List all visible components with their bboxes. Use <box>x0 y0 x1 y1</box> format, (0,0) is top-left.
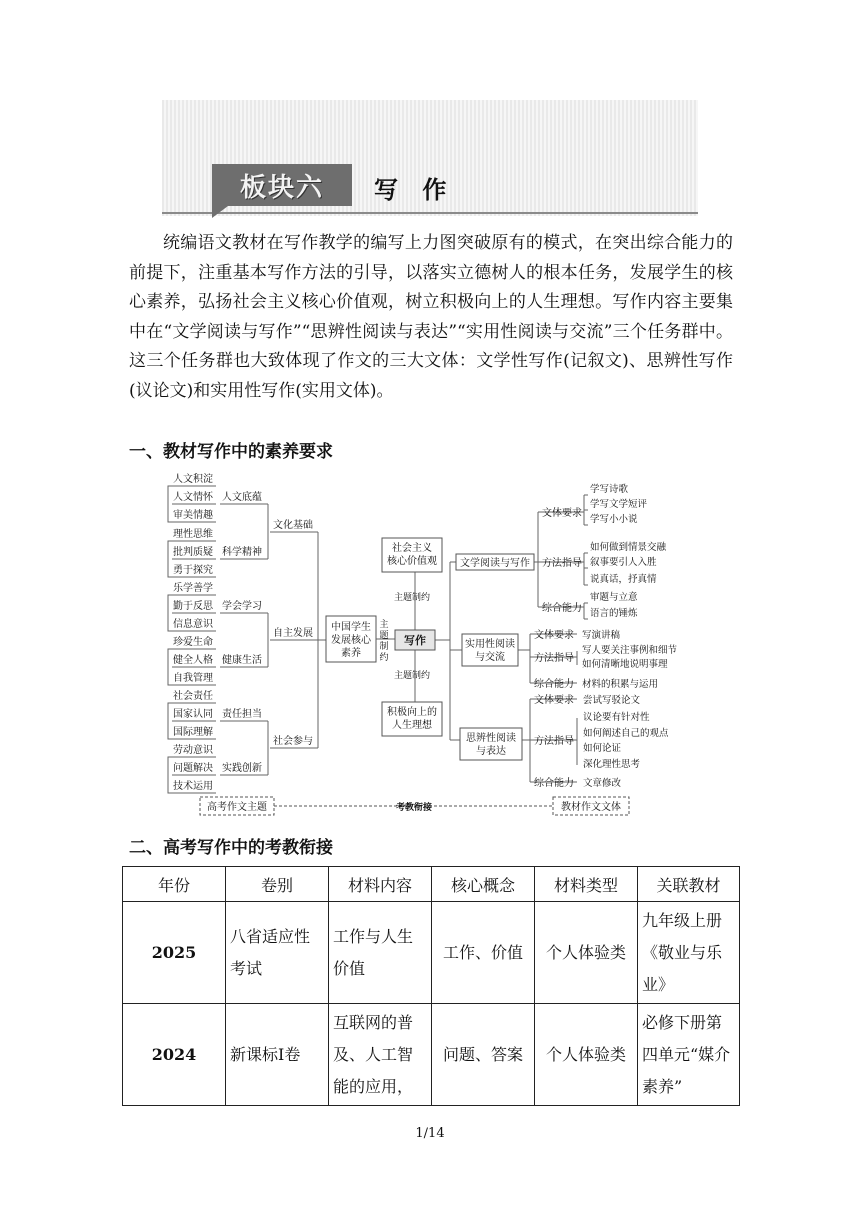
mid-label: 人文底蕴 <box>222 492 262 503</box>
mind-map-diagram <box>160 470 700 822</box>
section-heading-1: 一、教材写作中的素养要求 <box>129 442 333 462</box>
center-label: 写作 <box>404 634 426 647</box>
item-label: 议论要有针对性 <box>583 712 650 723</box>
exam-link-table <box>122 866 740 1106</box>
item-label: 尝试写驳论文 <box>583 695 641 706</box>
item-label: 如何论证 <box>583 743 622 754</box>
bottom-mid-label: 考教衔接 <box>395 803 433 813</box>
theme-up-label: 主题制约 <box>394 593 431 603</box>
theme-down-label: 主题制约 <box>394 671 431 681</box>
item-label: 如何清晰地说明事理 <box>582 659 668 670</box>
leaf-label: 审美情趣 <box>173 510 213 521</box>
leaf-label: 人文积淀 <box>173 474 213 485</box>
table-header-cell: 材料内容 <box>329 867 432 902</box>
concept-cell: 工作、价值 <box>432 902 535 1004</box>
mid-label: 健康生活 <box>222 655 262 666</box>
core-label: 发展核心 <box>331 635 371 646</box>
group-name: 文体要求 <box>534 695 574 706</box>
item-label: 说真话，抒真情 <box>590 574 657 585</box>
concept-cell: 问题、答案 <box>432 1004 535 1106</box>
group-name: 方法指导 <box>534 653 574 664</box>
intro-paragraph: 统编语文教材在写作教学的编写上力图突破原有的模式，在突出综合能力的前提下，注重基本写作方法的引导，以落实立德树人的根本任务，发展学生的核心素养，弘扬社会主义核心价值观，树立积极向上的人生理想。写作内容主要集中在“文学阅读与写作”“思辨性阅读与表达”“实用性阅读与交流”三个任务群中。这三个任务群也大致体现了作文的三大文体：文学性写作(记叙文)、思辨性写作(议论文)和实用性写作(实用文体)。 <box>129 233 733 401</box>
material-cell: 工作与人生价值 <box>329 902 432 1004</box>
block-tag <box>212 164 352 206</box>
leaf-label: 社会责任 <box>173 691 213 702</box>
group-name: 综合能力 <box>534 679 574 690</box>
item-label: 语言的锤炼 <box>590 608 638 619</box>
banner-rule <box>162 212 698 214</box>
leaf-label: 乐学善学 <box>173 583 213 594</box>
leaf-label: 人文情怀 <box>173 492 213 503</box>
bottom-left-label: 高考作文主题 <box>207 802 267 813</box>
section-heading-2: 二、高考写作中的考教衔接 <box>129 838 333 858</box>
leaf-label: 技术运用 <box>173 781 213 792</box>
mid-label: 实践创新 <box>222 763 262 774</box>
group-label: 自主发展 <box>273 628 313 639</box>
branch-label: 思辨性阅读 <box>466 733 516 744</box>
leaf-label: 劳动意识 <box>173 745 213 756</box>
connector-line <box>168 649 172 685</box>
table-header-cell: 卷别 <box>226 867 329 902</box>
leaf-label: 勤于反思 <box>173 601 213 612</box>
leaf-label: 国际理解 <box>173 727 213 738</box>
group-name: 方法指导 <box>534 736 574 747</box>
leaf-label: 理性思维 <box>173 529 213 540</box>
item-label: 如何阐述自己的观点 <box>583 728 669 739</box>
table-header-cell: 核心概念 <box>432 867 535 902</box>
item-label: 审题与立意 <box>590 592 638 603</box>
connector-line <box>168 757 172 793</box>
ideal-label: 人生理想 <box>392 720 432 731</box>
item-label: 如何做到情景交融 <box>590 542 667 553</box>
block-tag-fold <box>212 206 228 218</box>
branch-label: 与交流 <box>475 652 505 663</box>
year-cell: 2024 <box>123 1004 226 1106</box>
value-label: 核心价值观 <box>387 556 437 567</box>
connector-line <box>168 595 172 631</box>
item-label: 学写诗歌 <box>590 484 629 495</box>
leaf-label: 健全人格 <box>173 655 213 666</box>
block-tag-text: 板块六 <box>239 172 324 203</box>
year-cell: 2025 <box>123 902 226 1004</box>
paper-cell: 八省适应性考试 <box>226 902 329 1004</box>
theme-vertical-char: 约 <box>379 653 389 663</box>
textbook-cell: 九年级上册《敬业与乐业》 <box>638 902 740 1004</box>
connector-line <box>168 703 172 739</box>
item-label: 文章修改 <box>583 778 622 789</box>
item-label: 写人要关注事例和细节 <box>582 645 678 656</box>
item-label: 深化理性思考 <box>583 759 641 770</box>
connector-line <box>168 541 172 577</box>
leaf-label: 批判质疑 <box>173 547 213 558</box>
item-label: 学写文学短评 <box>590 499 648 510</box>
core-label: 中国学生 <box>331 622 371 633</box>
page-number: 1/14 <box>415 1126 445 1141</box>
leaf-label: 问题解决 <box>173 763 213 774</box>
branch-label: 与表达 <box>476 746 506 757</box>
block-title: 写 作 <box>374 175 455 204</box>
item-label: 材料的积累与运用 <box>582 679 659 690</box>
item-label: 叙事要引人入胜 <box>590 557 657 568</box>
item-label: 学写小小说 <box>590 514 638 525</box>
group-name: 方法指导 <box>542 558 582 569</box>
type-cell: 个人体验类 <box>535 902 638 1004</box>
group-name: 综合能力 <box>534 778 574 789</box>
group-name: 文体要求 <box>542 508 582 519</box>
textbook-cell: 必修下册第四单元“媒介素养” <box>638 1004 740 1106</box>
table-header-cell: 年份 <box>123 867 226 902</box>
table-header-cell: 材料类型 <box>535 867 638 902</box>
table-header-cell: 关联教材 <box>638 867 740 902</box>
group-name: 文体要求 <box>534 630 574 641</box>
theme-vertical-char: 主 <box>379 620 389 630</box>
bottom-right-label: 教材作文文体 <box>561 802 621 813</box>
table-row <box>123 1004 740 1106</box>
table-row <box>123 902 740 1004</box>
leaf-label: 勇于探究 <box>173 565 213 576</box>
item-label: 写演讲稿 <box>582 630 621 641</box>
leaf-label: 自我管理 <box>173 673 213 684</box>
mid-label: 学会学习 <box>222 601 262 612</box>
group-name: 综合能力 <box>542 603 582 614</box>
value-label: 社会主义 <box>392 543 432 554</box>
ideal-label: 积极向上的 <box>387 707 437 718</box>
group-label: 社会参与 <box>273 736 313 747</box>
section-banner <box>162 100 698 216</box>
core-label: 素养 <box>341 648 361 659</box>
theme-vertical-char: 题 <box>379 631 389 641</box>
leaf-label: 信息意识 <box>173 619 213 630</box>
leaf-label: 国家认同 <box>173 709 213 720</box>
group-label: 文化基础 <box>273 520 313 531</box>
material-cell: 互联网的普及、人工智能的应用， <box>329 1004 432 1106</box>
leaf-label: 珍爱生命 <box>173 637 213 648</box>
mid-label: 责任担当 <box>222 709 262 720</box>
type-cell: 个人体验类 <box>535 1004 638 1106</box>
mid-label: 科学精神 <box>222 547 262 558</box>
theme-vertical-char: 制 <box>379 642 389 652</box>
paper-cell: 新课标Ⅰ卷 <box>226 1004 329 1106</box>
connector-line <box>168 486 172 522</box>
branch-label: 文学阅读与写作 <box>460 558 530 569</box>
table-header-row <box>123 867 740 902</box>
branch-label: 实用性阅读 <box>465 639 515 650</box>
